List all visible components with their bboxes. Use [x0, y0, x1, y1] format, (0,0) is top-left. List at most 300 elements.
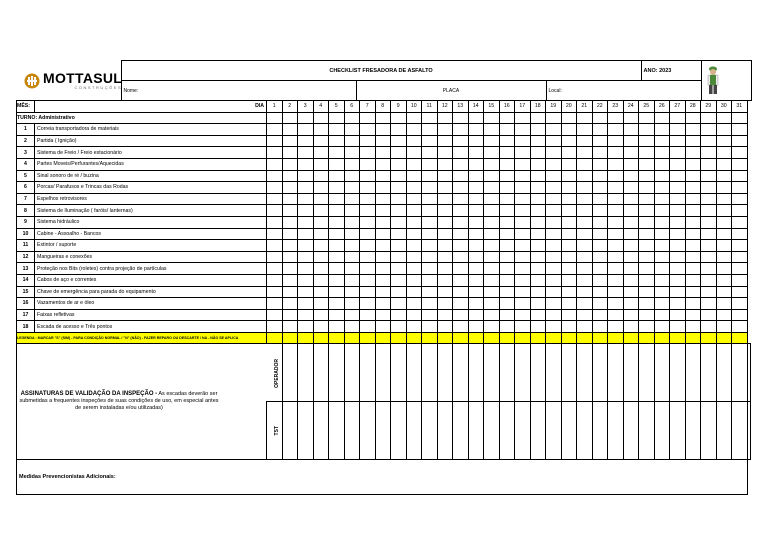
signature-cell[interactable] [732, 344, 748, 402]
check-cell[interactable] [515, 147, 531, 159]
signature-cell[interactable] [530, 402, 546, 460]
check-cell[interactable] [375, 135, 391, 147]
check-cell[interactable] [313, 263, 329, 275]
check-cell[interactable] [654, 182, 670, 194]
check-cell[interactable] [577, 263, 593, 275]
check-cell[interactable] [654, 216, 670, 228]
check-cell[interactable] [453, 286, 469, 298]
day-cell[interactable] [701, 112, 717, 124]
check-cell[interactable] [298, 251, 314, 263]
check-cell[interactable] [670, 216, 686, 228]
check-cell[interactable] [577, 135, 593, 147]
check-cell[interactable] [484, 124, 500, 136]
check-cell[interactable] [468, 147, 484, 159]
check-cell[interactable] [623, 205, 639, 217]
check-cell[interactable] [313, 182, 329, 194]
signature-cell[interactable] [484, 344, 500, 402]
signature-cell[interactable] [298, 402, 314, 460]
check-cell[interactable] [344, 228, 360, 240]
check-cell[interactable] [313, 135, 329, 147]
day-cell[interactable] [468, 112, 484, 124]
check-cell[interactable] [329, 274, 345, 286]
check-cell[interactable] [561, 205, 577, 217]
signature-cell[interactable] [329, 402, 345, 460]
check-cell[interactable] [360, 298, 376, 310]
check-cell[interactable] [546, 228, 562, 240]
check-cell[interactable] [298, 286, 314, 298]
check-cell[interactable] [639, 216, 655, 228]
day-cell[interactable] [344, 112, 360, 124]
check-cell[interactable] [592, 240, 608, 252]
check-cell[interactable] [391, 286, 407, 298]
signature-cell[interactable] [685, 344, 701, 402]
day-cell[interactable] [577, 112, 593, 124]
check-cell[interactable] [499, 309, 515, 321]
check-cell[interactable] [437, 240, 453, 252]
check-cell[interactable] [546, 182, 562, 194]
check-cell[interactable] [670, 274, 686, 286]
check-cell[interactable] [375, 228, 391, 240]
day-cell[interactable] [406, 112, 422, 124]
signature-cell[interactable] [654, 344, 670, 402]
check-cell[interactable] [453, 251, 469, 263]
check-cell[interactable] [344, 286, 360, 298]
check-cell[interactable] [344, 321, 360, 333]
check-cell[interactable] [701, 216, 717, 228]
check-cell[interactable] [344, 309, 360, 321]
check-cell[interactable] [701, 263, 717, 275]
check-cell[interactable] [406, 124, 422, 136]
check-cell[interactable] [608, 135, 624, 147]
check-cell[interactable] [592, 182, 608, 194]
check-cell[interactable] [623, 309, 639, 321]
check-cell[interactable] [670, 124, 686, 136]
check-cell[interactable] [282, 321, 298, 333]
day-cell[interactable] [530, 112, 546, 124]
check-cell[interactable] [437, 286, 453, 298]
check-cell[interactable] [639, 170, 655, 182]
day-cell[interactable] [639, 112, 655, 124]
check-cell[interactable] [453, 216, 469, 228]
check-cell[interactable] [716, 228, 732, 240]
check-cell[interactable] [375, 124, 391, 136]
signature-cell[interactable] [639, 402, 655, 460]
check-cell[interactable] [592, 170, 608, 182]
check-cell[interactable] [546, 170, 562, 182]
check-cell[interactable] [484, 182, 500, 194]
check-cell[interactable] [530, 216, 546, 228]
check-cell[interactable] [468, 135, 484, 147]
day-cell[interactable] [282, 112, 298, 124]
check-cell[interactable] [437, 216, 453, 228]
check-cell[interactable] [546, 147, 562, 159]
check-cell[interactable] [298, 263, 314, 275]
check-cell[interactable] [515, 251, 531, 263]
check-cell[interactable] [267, 228, 283, 240]
signature-cell[interactable] [453, 344, 469, 402]
check-cell[interactable] [375, 274, 391, 286]
check-cell[interactable] [499, 147, 515, 159]
check-cell[interactable] [716, 193, 732, 205]
check-cell[interactable] [592, 205, 608, 217]
check-cell[interactable] [546, 216, 562, 228]
signature-cell[interactable] [515, 344, 531, 402]
check-cell[interactable] [530, 205, 546, 217]
check-cell[interactable] [546, 286, 562, 298]
signature-cell[interactable] [747, 402, 751, 460]
check-cell[interactable] [623, 321, 639, 333]
check-cell[interactable] [344, 216, 360, 228]
check-cell[interactable] [422, 170, 438, 182]
day-cell[interactable] [561, 112, 577, 124]
check-cell[interactable] [608, 216, 624, 228]
check-cell[interactable] [499, 135, 515, 147]
check-cell[interactable] [422, 216, 438, 228]
check-cell[interactable] [608, 205, 624, 217]
check-cell[interactable] [375, 240, 391, 252]
check-cell[interactable] [685, 286, 701, 298]
check-cell[interactable] [406, 228, 422, 240]
check-cell[interactable] [329, 124, 345, 136]
check-cell[interactable] [608, 158, 624, 170]
signature-cell[interactable] [375, 402, 391, 460]
check-cell[interactable] [732, 286, 748, 298]
check-cell[interactable] [577, 158, 593, 170]
check-cell[interactable] [298, 135, 314, 147]
check-cell[interactable] [422, 298, 438, 310]
check-cell[interactable] [561, 240, 577, 252]
day-cell[interactable] [360, 112, 376, 124]
check-cell[interactable] [592, 263, 608, 275]
check-cell[interactable] [577, 309, 593, 321]
check-cell[interactable] [546, 309, 562, 321]
signature-cell[interactable] [577, 402, 593, 460]
check-cell[interactable] [422, 193, 438, 205]
check-cell[interactable] [685, 298, 701, 310]
check-cell[interactable] [623, 251, 639, 263]
day-cell[interactable] [654, 112, 670, 124]
check-cell[interactable] [685, 182, 701, 194]
check-cell[interactable] [716, 263, 732, 275]
check-cell[interactable] [468, 170, 484, 182]
check-cell[interactable] [592, 147, 608, 159]
check-cell[interactable] [670, 135, 686, 147]
check-cell[interactable] [716, 182, 732, 194]
check-cell[interactable] [561, 124, 577, 136]
check-cell[interactable] [577, 205, 593, 217]
check-cell[interactable] [437, 274, 453, 286]
check-cell[interactable] [468, 240, 484, 252]
day-cell[interactable] [453, 112, 469, 124]
check-cell[interactable] [406, 298, 422, 310]
check-cell[interactable] [391, 298, 407, 310]
check-cell[interactable] [561, 298, 577, 310]
check-cell[interactable] [732, 263, 748, 275]
check-cell[interactable] [484, 321, 500, 333]
check-cell[interactable] [592, 286, 608, 298]
check-cell[interactable] [530, 182, 546, 194]
check-cell[interactable] [732, 251, 748, 263]
check-cell[interactable] [623, 170, 639, 182]
check-cell[interactable] [391, 205, 407, 217]
check-cell[interactable] [716, 216, 732, 228]
check-cell[interactable] [298, 182, 314, 194]
check-cell[interactable] [561, 182, 577, 194]
check-cell[interactable] [515, 158, 531, 170]
check-cell[interactable] [468, 251, 484, 263]
check-cell[interactable] [391, 251, 407, 263]
check-cell[interactable] [406, 170, 422, 182]
check-cell[interactable] [282, 158, 298, 170]
check-cell[interactable] [530, 158, 546, 170]
check-cell[interactable] [375, 147, 391, 159]
signature-cell[interactable] [623, 344, 639, 402]
check-cell[interactable] [623, 263, 639, 275]
check-cell[interactable] [313, 298, 329, 310]
check-cell[interactable] [406, 147, 422, 159]
check-cell[interactable] [282, 135, 298, 147]
check-cell[interactable] [360, 240, 376, 252]
signature-cell[interactable] [592, 344, 608, 402]
check-cell[interactable] [515, 205, 531, 217]
check-cell[interactable] [422, 147, 438, 159]
signature-cell[interactable] [468, 402, 484, 460]
check-cell[interactable] [468, 205, 484, 217]
day-cell[interactable] [375, 112, 391, 124]
check-cell[interactable] [499, 298, 515, 310]
check-cell[interactable] [732, 309, 748, 321]
check-cell[interactable] [406, 193, 422, 205]
check-cell[interactable] [267, 263, 283, 275]
check-cell[interactable] [329, 298, 345, 310]
signature-cell[interactable] [468, 344, 484, 402]
check-cell[interactable] [453, 135, 469, 147]
check-cell[interactable] [732, 158, 748, 170]
check-cell[interactable] [298, 193, 314, 205]
check-cell[interactable] [515, 298, 531, 310]
check-cell[interactable] [623, 147, 639, 159]
check-cell[interactable] [437, 182, 453, 194]
check-cell[interactable] [406, 240, 422, 252]
check-cell[interactable] [329, 182, 345, 194]
day-cell[interactable] [716, 112, 732, 124]
check-cell[interactable] [701, 182, 717, 194]
check-cell[interactable] [623, 124, 639, 136]
check-cell[interactable] [360, 205, 376, 217]
check-cell[interactable] [639, 135, 655, 147]
check-cell[interactable] [685, 135, 701, 147]
check-cell[interactable] [639, 240, 655, 252]
check-cell[interactable] [391, 309, 407, 321]
check-cell[interactable] [654, 321, 670, 333]
check-cell[interactable] [670, 251, 686, 263]
check-cell[interactable] [732, 240, 748, 252]
check-cell[interactable] [391, 147, 407, 159]
check-cell[interactable] [453, 158, 469, 170]
check-cell[interactable] [701, 251, 717, 263]
check-cell[interactable] [313, 228, 329, 240]
check-cell[interactable] [406, 321, 422, 333]
check-cell[interactable] [391, 193, 407, 205]
signature-cell[interactable] [499, 344, 515, 402]
signature-cell[interactable] [282, 402, 298, 460]
check-cell[interactable] [561, 158, 577, 170]
check-cell[interactable] [654, 205, 670, 217]
check-cell[interactable] [484, 205, 500, 217]
check-cell[interactable] [484, 298, 500, 310]
check-cell[interactable] [670, 228, 686, 240]
day-cell[interactable] [391, 112, 407, 124]
check-cell[interactable] [437, 309, 453, 321]
check-cell[interactable] [639, 158, 655, 170]
signature-cell[interactable] [685, 402, 701, 460]
check-cell[interactable] [313, 205, 329, 217]
check-cell[interactable] [344, 124, 360, 136]
check-cell[interactable] [437, 205, 453, 217]
check-cell[interactable] [499, 182, 515, 194]
check-cell[interactable] [468, 286, 484, 298]
check-cell[interactable] [732, 216, 748, 228]
day-cell[interactable] [546, 112, 562, 124]
check-cell[interactable] [639, 193, 655, 205]
signature-cell[interactable] [453, 402, 469, 460]
check-cell[interactable] [561, 274, 577, 286]
check-cell[interactable] [267, 205, 283, 217]
check-cell[interactable] [360, 158, 376, 170]
signature-cell[interactable] [670, 344, 686, 402]
signature-cell[interactable] [406, 402, 422, 460]
check-cell[interactable] [577, 124, 593, 136]
signature-cell[interactable] [732, 402, 748, 460]
check-cell[interactable] [484, 263, 500, 275]
check-cell[interactable] [732, 124, 748, 136]
check-cell[interactable] [515, 274, 531, 286]
check-cell[interactable] [484, 216, 500, 228]
check-cell[interactable] [484, 251, 500, 263]
check-cell[interactable] [716, 205, 732, 217]
check-cell[interactable] [375, 158, 391, 170]
check-cell[interactable] [732, 182, 748, 194]
check-cell[interactable] [468, 263, 484, 275]
check-cell[interactable] [639, 205, 655, 217]
check-cell[interactable] [561, 170, 577, 182]
check-cell[interactable] [267, 170, 283, 182]
check-cell[interactable] [530, 298, 546, 310]
check-cell[interactable] [623, 298, 639, 310]
check-cell[interactable] [391, 182, 407, 194]
day-cell[interactable] [484, 112, 500, 124]
check-cell[interactable] [608, 309, 624, 321]
check-cell[interactable] [530, 240, 546, 252]
check-cell[interactable] [437, 193, 453, 205]
check-cell[interactable] [313, 274, 329, 286]
signature-cell[interactable] [375, 344, 391, 402]
check-cell[interactable] [561, 193, 577, 205]
check-cell[interactable] [360, 193, 376, 205]
check-cell[interactable] [701, 228, 717, 240]
check-cell[interactable] [313, 124, 329, 136]
check-cell[interactable] [468, 228, 484, 240]
check-cell[interactable] [685, 309, 701, 321]
check-cell[interactable] [592, 135, 608, 147]
check-cell[interactable] [329, 240, 345, 252]
check-cell[interactable] [670, 286, 686, 298]
check-cell[interactable] [313, 240, 329, 252]
check-cell[interactable] [654, 228, 670, 240]
check-cell[interactable] [375, 205, 391, 217]
day-cell[interactable] [623, 112, 639, 124]
check-cell[interactable] [453, 321, 469, 333]
check-cell[interactable] [499, 228, 515, 240]
check-cell[interactable] [685, 240, 701, 252]
check-cell[interactable] [453, 263, 469, 275]
check-cell[interactable] [267, 124, 283, 136]
signature-cell[interactable] [670, 402, 686, 460]
check-cell[interactable] [468, 182, 484, 194]
check-cell[interactable] [670, 182, 686, 194]
check-cell[interactable] [685, 216, 701, 228]
check-cell[interactable] [360, 124, 376, 136]
check-cell[interactable] [577, 240, 593, 252]
check-cell[interactable] [530, 193, 546, 205]
check-cell[interactable] [484, 274, 500, 286]
check-cell[interactable] [267, 240, 283, 252]
check-cell[interactable] [406, 263, 422, 275]
check-cell[interactable] [685, 124, 701, 136]
check-cell[interactable] [685, 228, 701, 240]
check-cell[interactable] [639, 274, 655, 286]
check-cell[interactable] [608, 251, 624, 263]
signature-cell[interactable] [654, 402, 670, 460]
check-cell[interactable] [468, 193, 484, 205]
check-cell[interactable] [375, 321, 391, 333]
check-cell[interactable] [530, 124, 546, 136]
check-cell[interactable] [732, 321, 748, 333]
check-cell[interactable] [701, 321, 717, 333]
check-cell[interactable] [670, 147, 686, 159]
check-cell[interactable] [422, 135, 438, 147]
check-cell[interactable] [592, 298, 608, 310]
check-cell[interactable] [577, 216, 593, 228]
check-cell[interactable] [375, 170, 391, 182]
check-cell[interactable] [468, 124, 484, 136]
check-cell[interactable] [546, 251, 562, 263]
check-cell[interactable] [639, 309, 655, 321]
check-cell[interactable] [267, 251, 283, 263]
check-cell[interactable] [530, 135, 546, 147]
check-cell[interactable] [282, 228, 298, 240]
check-cell[interactable] [422, 182, 438, 194]
check-cell[interactable] [654, 263, 670, 275]
check-cell[interactable] [422, 205, 438, 217]
check-cell[interactable] [546, 263, 562, 275]
check-cell[interactable] [329, 309, 345, 321]
check-cell[interactable] [360, 170, 376, 182]
check-cell[interactable] [453, 182, 469, 194]
day-cell[interactable] [329, 112, 345, 124]
check-cell[interactable] [298, 309, 314, 321]
check-cell[interactable] [561, 321, 577, 333]
check-cell[interactable] [375, 182, 391, 194]
check-cell[interactable] [623, 193, 639, 205]
check-cell[interactable] [670, 170, 686, 182]
check-cell[interactable] [592, 216, 608, 228]
check-cell[interactable] [499, 216, 515, 228]
check-cell[interactable] [453, 170, 469, 182]
check-cell[interactable] [484, 193, 500, 205]
day-cell[interactable] [298, 112, 314, 124]
check-cell[interactable] [577, 274, 593, 286]
